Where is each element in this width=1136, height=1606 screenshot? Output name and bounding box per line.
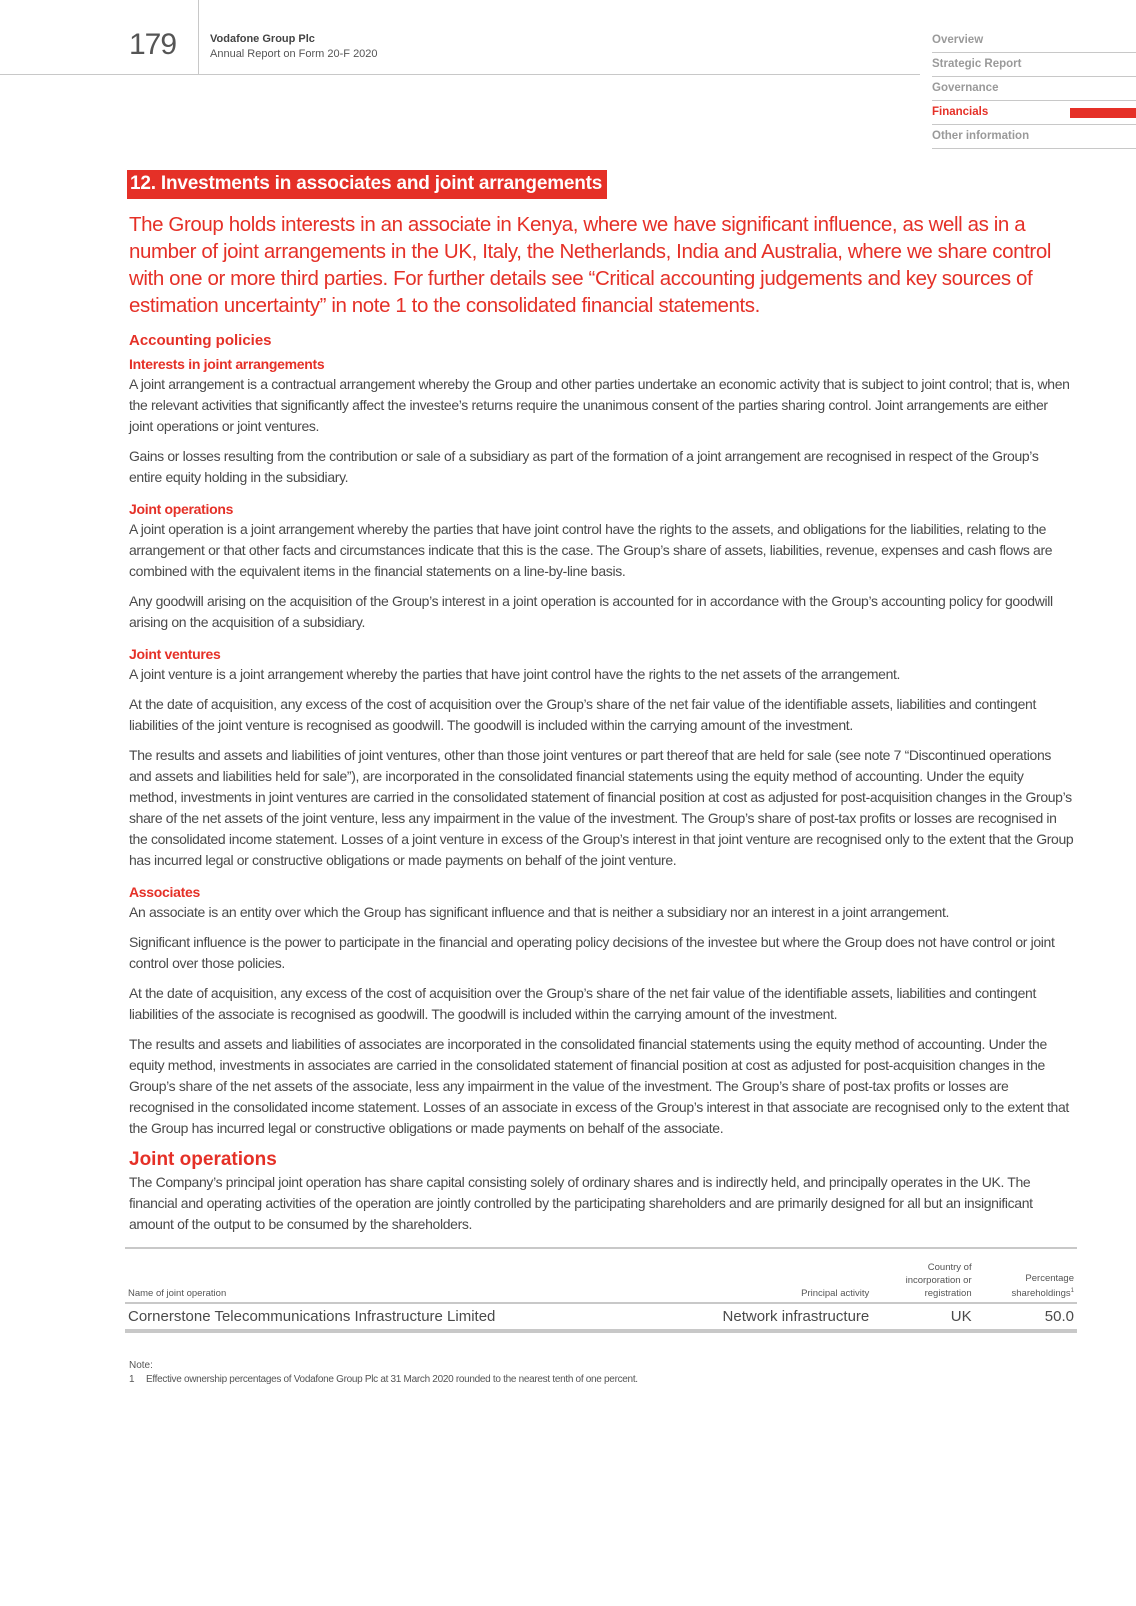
nav-item-overview[interactable]: Overview xyxy=(932,29,1136,53)
column-header-country-line: Country of xyxy=(927,1262,972,1273)
paragraph: A joint arrangement is a contractual arrangement whereby the Group and other parties undertake an economic activity that is subject to joint control; that is, when the relevant activities that significantly affect the investee’s returns require the unanimous consent of the parties sharing control. Joint arrangements are either joint operations or joint ventures. xyxy=(129,376,1070,434)
column-header-percentage xyxy=(975,1248,1077,1303)
cell-activity: Network infrastructure xyxy=(678,1303,872,1331)
active-section-marker xyxy=(1070,108,1136,118)
paragraph: At the date of acquisition, any excess of the cost of acquisition over the Group’s share of the net fair value of the identifiable assets, liabilities and contingent liabilities of the joint venture is recognised as goodwill. The goodwill is included within the carrying amount of the investment. xyxy=(129,696,1037,733)
paragraph: Gains or losses resulting from the contribution or sale of a subsidiary as part of the formation of a joint arrangement are recognised in respect of the Group’s entire equity holding in the subsidiary. xyxy=(129,448,1039,485)
cell-name: Cornerstone Telecommunications Infrastructure Limited xyxy=(125,1303,678,1331)
cell-percentage: 50.0 xyxy=(975,1303,1077,1331)
report-title: Annual Report on Form 20-F 2020 xyxy=(210,48,378,60)
paragraph: A joint venture is a joint arrangement whereby the parties that have joint control have the rights to the net assets of the arrangement. xyxy=(129,666,901,682)
footnote-marker: 1 xyxy=(1070,1287,1074,1294)
footnote xyxy=(129,1374,1079,1385)
footnote-number: 1 xyxy=(129,1374,135,1385)
column-header-percentage-line: shareholdings xyxy=(1011,1288,1071,1299)
paragraph: The results and assets and liabilities of associates are incorporated in the consolidated financial statements using the equity method of accounting. Under the equity method, investments in associates are carried in the consolidated statement of financial position at cost as adjusted for post-acquisition changes in the Group’s share of the net assets of the associate, less any impairment in the value of the investment. The Group’s share of post-tax profits or losses are recognised in the consolidated income statement. Losses of an associate in excess of the Group’s interest in that associate are recognised only to the extent that the Group has incurred legal or constructive obligations or made payments on behalf of the associate. xyxy=(129,1036,1069,1136)
accounting-policies-heading: Accounting policies xyxy=(129,332,272,349)
company-name: Vodafone Group Plc xyxy=(210,33,315,45)
paragraph: Any goodwill arising on the acquisition of the Group’s interest in a joint operation is accounted for in accordance with the Group’s accounting policy for goodwill arising on the acquisition of a subsidiary. xyxy=(129,593,1053,630)
header-divider xyxy=(198,0,199,75)
main-content xyxy=(129,170,1079,1385)
paragraph: The Company’s principal joint operation has share capital consisting solely of ordinary shares and is indirectly held, and principally operates in the UK. The financial and operating activities of the operation are jointly controlled by the participating shareholders and are primarily designed for all but an insignificant amount of the output to be consumed by the shareholders. xyxy=(129,1174,1033,1232)
section-nav xyxy=(932,29,1136,149)
page-number: 179 xyxy=(129,28,177,61)
paragraph: A joint operation is a joint arrangement whereby the parties that have joint control have the rights to the assets, and obligations for the liabilities, relating to the arrangement or that other facts and circumstances indicate that this is the case. The Group’s share of assets, liabilities, revenue, expenses and cash flows are combined with the equivalent items in the financial statements on a line-by-line basis. xyxy=(129,521,1053,579)
joint-operations-table xyxy=(125,1247,1077,1333)
associates-subheading: Associates xyxy=(129,884,200,900)
nav-item-strategic-report[interactable]: Strategic Report xyxy=(932,53,1136,77)
intro-paragraph: The Group holds interests in an associate in Kenya, where we have significant influence, as well as in a number of joint arrangements in the UK, Italy, the Netherlands, India and Australia, where we share control with one or more third parties. For further details see “Critical accounting judgements and key sources of estimation uncertainty” in note 1 to the consolidated financial statements. xyxy=(129,213,1051,317)
nav-item-other-information[interactable]: Other information xyxy=(932,125,1136,149)
column-header-name: Name of joint operation xyxy=(125,1248,678,1303)
paragraph: At the date of acquisition, any excess of the cost of acquisition over the Group’s share of the net fair value of the identifiable assets, liabilities and contingent liabilities of the associate is recognised as goodwill. The goodwill is included within the carrying amount of the investment. xyxy=(129,985,1037,1022)
footnote-text: Effective ownership percentages of Vodafone Group Plc at 31 March 2020 rounded to the nearest tenth of one percent. xyxy=(146,1374,638,1385)
column-header-activity: Principal activity xyxy=(678,1248,872,1303)
column-header-percentage-line: Percentage xyxy=(1025,1272,1074,1284)
section-title: 12. Investments in associates and joint arrangements xyxy=(127,170,607,199)
nav-item-governance[interactable]: Governance xyxy=(932,77,1136,101)
cell-country: UK xyxy=(872,1303,974,1331)
header-rule xyxy=(0,74,920,75)
joint-ventures-subheading: Joint ventures xyxy=(129,646,221,662)
table-header-row xyxy=(125,1248,1077,1303)
paragraph: The results and assets and liabilities of joint ventures, other than those joint ventures or part thereof that are held for sale (see note 7 “Discontinued operations and assets and liabilities held for sale”), are incorporated in the consolidated financial statements using the equity method of accounting. Under the equity method, investments in joint ventures are carried in the consolidated statement of financial position at cost as adjusted for post-acquisition changes in the Group’s share of the net assets of the joint venture, less any impairment in the value of the investment. The Group’s share of post-tax profits or losses are recognised in the consolidated income statement. Losses of a joint venture in excess of the Group’s interest in that joint venture are recognised only to the extent that the Group has incurred legal or constructive obligations or made payments on behalf of the joint venture. xyxy=(129,747,1074,868)
nav-item-financials[interactable] xyxy=(932,101,1136,125)
paragraph: An associate is an entity over which the Group has significant influence and that is neither a subsidiary nor an interest in a joint arrangement. xyxy=(129,904,950,920)
table-row xyxy=(125,1303,1077,1331)
nav-item-label: Financials xyxy=(932,106,989,118)
interests-heading: Interests in joint arrangements xyxy=(129,356,325,372)
joint-operations-heading: Joint operations xyxy=(129,1149,277,1170)
column-header-country-line: incorporation or xyxy=(905,1275,972,1286)
paragraph: Significant influence is the power to participate in the financial and operating policy decisions of the investee but where the Group does not have control or joint control over those policies. xyxy=(129,934,1055,971)
note-label: Note: xyxy=(129,1360,153,1371)
column-header-country-line: registration xyxy=(924,1288,972,1299)
column-header-country xyxy=(872,1248,974,1303)
joint-operations-subheading: Joint operations xyxy=(129,501,234,517)
